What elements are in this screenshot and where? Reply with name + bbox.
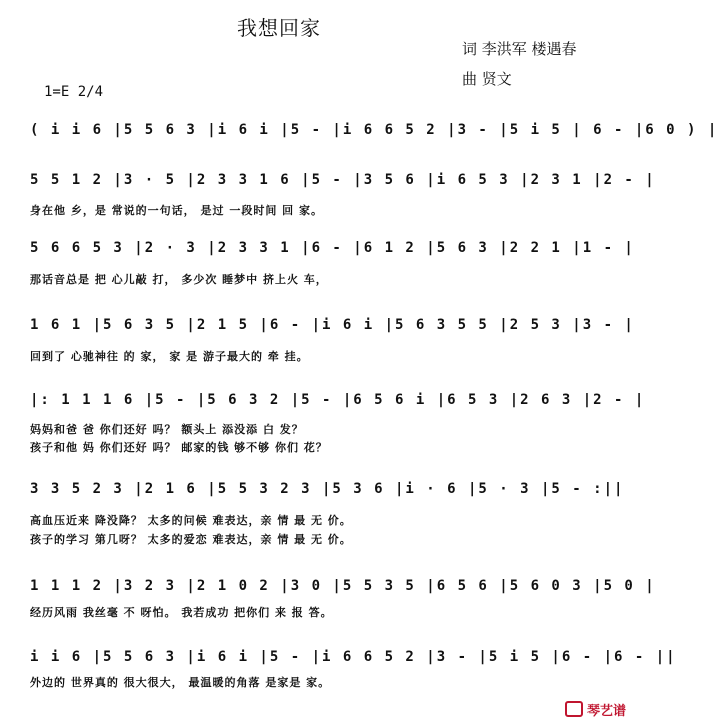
notation-row-7: 1 1 1 2 |3 2 3 |2 1 0 2 |3 0 |5 5 3 5 |6 5 6 |5 6 0 3 |5 0 | [30, 578, 656, 594]
lyricist-credit: 词 李洪军 楼遇春 [462, 40, 577, 58]
notation-row-5: |: 1 1 1 6 |5 - |5 6 3 2 |5 - |6 5 6 i |6 5 3 |2 6 3 |2 - | [30, 392, 646, 408]
notation-row-4: 1 6 1 |5 6 3 5 |2 1 5 |6 - |i 6 i |5 6 3 5 5 |2 5 3 |3 - | [30, 317, 635, 333]
watermark-icon [565, 701, 583, 717]
lyrics-row-5a: 妈妈和爸 爸 你们还好 吗？ 额头上 添没添 白 发？ [30, 423, 304, 436]
watermark-logo [565, 700, 626, 719]
notation-row-1: ( i i 6 |5 5 6 3 |i 6 i |5 - |i 6 6 5 2 |3 - |5 i 5 | 6 - |6 0 ) | [30, 122, 718, 138]
notation-row-3: 5 6 6 5 3 |2 · 3 |2 3 3 1 |6 - |6 1 2 |5 6 3 |2 2 1 |1 - | [30, 240, 635, 256]
lyrics-row-4: 回到了 心驰神往 的 家， 家 是 游子最大的 牵 挂。 [30, 350, 309, 363]
song-title: 我想回家 [237, 16, 321, 40]
lyrics-row-7: 经历风雨 我丝毫 不 呀怕。 我若成功 把你们 来 报 答。 [30, 606, 333, 619]
lyrics-row-6a: 高血压近来 降没降？ 太多的问候 难表达，亲 情 最 无 价。 [30, 514, 352, 527]
lyrics-row-8: 外边的 世界真的 很大很大， 最温暖的角落 是家是 家。 [30, 676, 331, 689]
composer-credit: 曲 贤文 [462, 70, 512, 88]
notation-row-8: i i 6 |5 5 6 3 |i 6 i |5 - |i 6 6 5 2 |3 - |5 i 5 |6 - |6 - || [30, 649, 677, 665]
watermark-text: 琴艺谱 [587, 704, 627, 719]
lyrics-row-5b: 孩子和他 妈 你们还好 吗？ 邮家的钱 够不够 你们 花？ [30, 441, 328, 454]
notation-row-2: 5 5 1 2 |3 · 5 |2 3 3 1 6 |5 - |3 5 6 |i 6 5 3 |2 3 1 |2 - | [30, 172, 656, 188]
lyrics-row-2: 身在他 乡，是 常说的一句话， 是过 一段时间 回 家。 [30, 204, 323, 217]
lyrics-row-3: 那话音总是 把 心儿敲 打， 多少次 睡梦中 挤上火 车， [30, 273, 328, 286]
notation-row-6: 3 3 5 2 3 |2 1 6 |5 5 3 2 3 |5 3 6 |i · 6 |5 · 3 |5 - :|| [30, 481, 625, 497]
key-signature: 1=E 2/4 [44, 84, 104, 100]
lyrics-row-6b: 孩子的学习 第几呀？ 太多的爱恋 难表达，亲 情 最 无 价。 [30, 533, 352, 546]
